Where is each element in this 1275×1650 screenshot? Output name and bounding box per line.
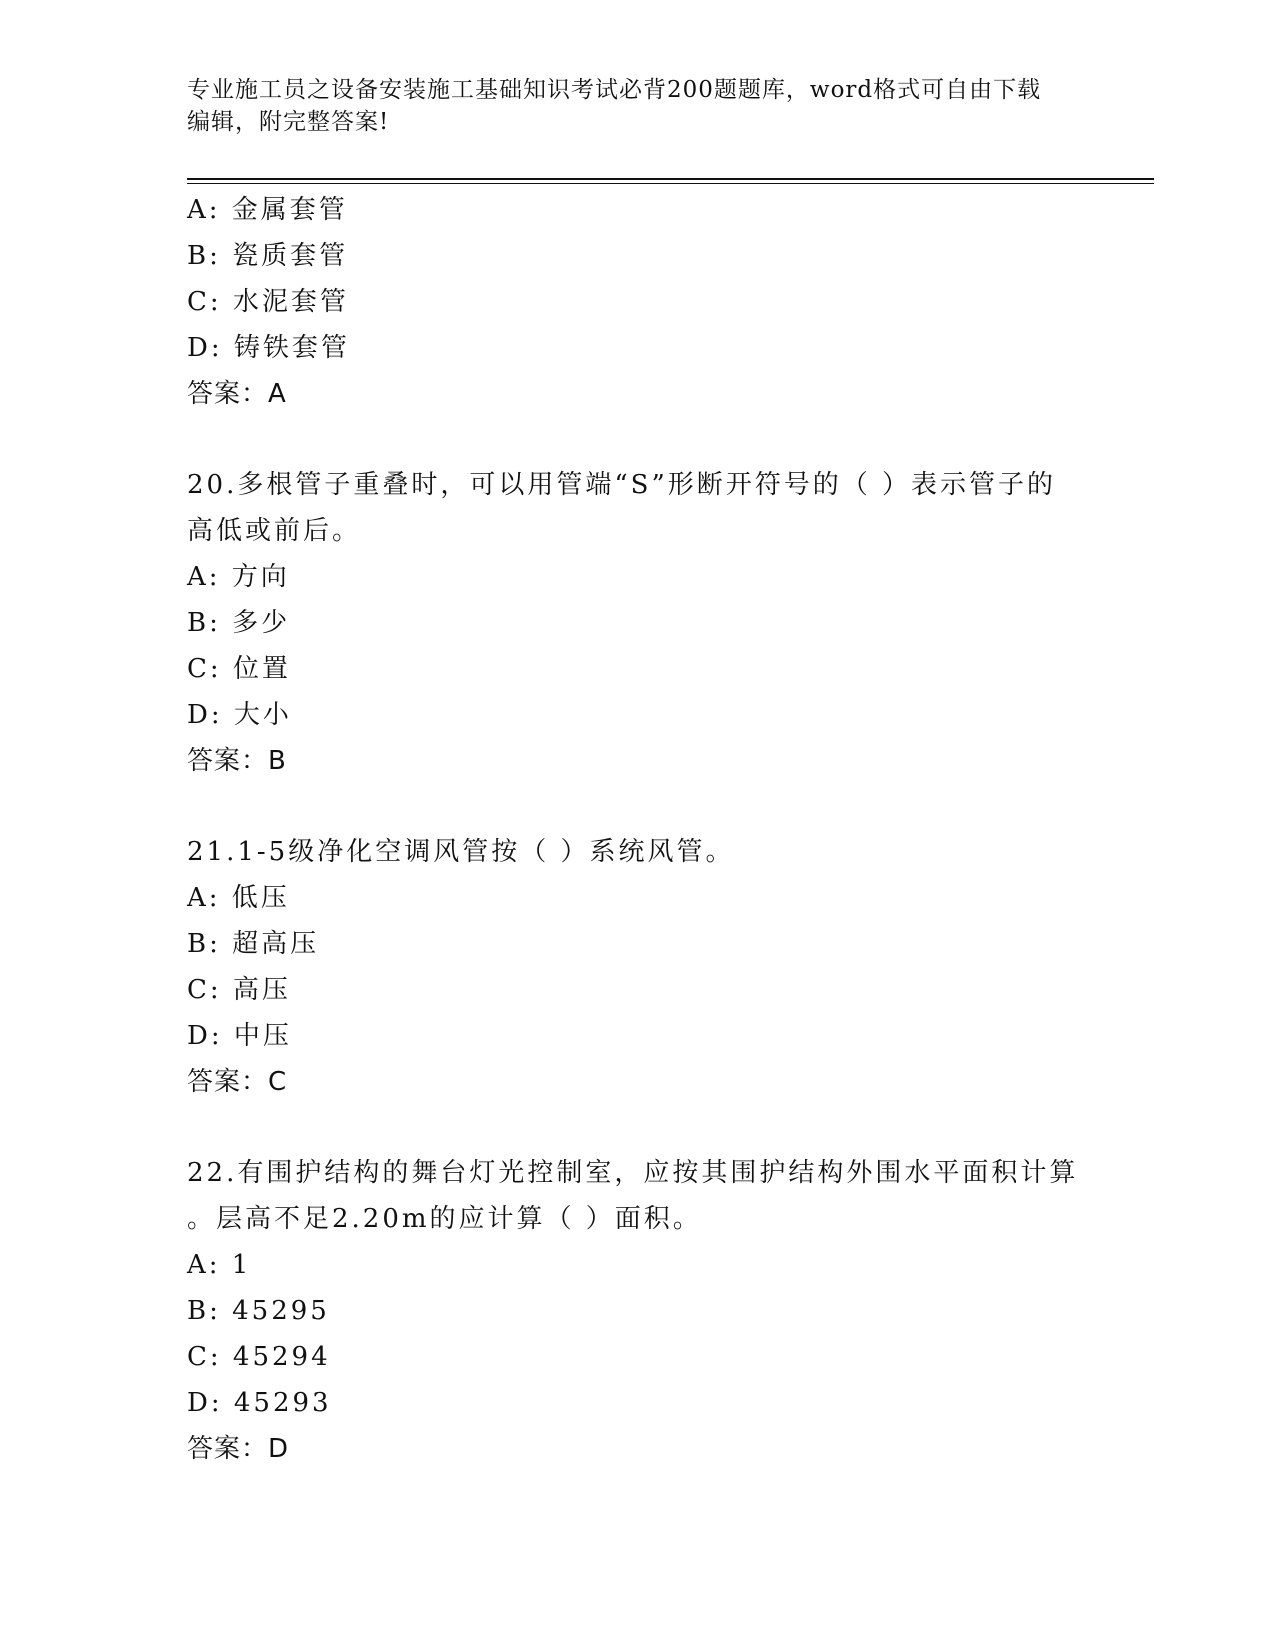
answer-line: 答案：A <box>187 379 287 409</box>
option-a: A: 金属套管 <box>187 195 348 225</box>
option-c: C: 水泥套管 <box>187 287 349 317</box>
option-b: B: 超高压 <box>187 929 320 959</box>
option-b: B: 瓷质套管 <box>187 241 349 271</box>
header-divider-thin <box>187 183 1154 184</box>
question-text-line-2: 高低或前后。 <box>187 516 362 546</box>
document-header <box>187 74 1067 138</box>
header-title-line-1: 专业施工员之设备安装施工基础知识考试必背200题题库，word格式可自由下载 <box>187 77 1042 103</box>
header-title-line-2: 编辑，附完整答案! <box>187 109 390 135</box>
option-c: C: 位置 <box>187 654 291 684</box>
question-20-block <box>187 462 1087 784</box>
question-text-line-1: 22.有围护结构的舞台灯光控制室，应按其围护结构外围水平面积计算 <box>187 1158 1079 1188</box>
option-a: A: 方向 <box>187 562 290 592</box>
option-a: A: 1 <box>187 1250 252 1280</box>
question-text-line-1: 21.1-5级净化空调风管按（ ）系统风管。 <box>187 837 735 867</box>
answer-line: 答案：B <box>187 746 287 776</box>
question-list <box>187 187 1087 1472</box>
option-c: C: 45294 <box>187 1342 331 1372</box>
question-21-block <box>187 829 1087 1105</box>
question-text-line-2: 。层高不足2.20m的应计算（ ）面积。 <box>187 1204 702 1234</box>
question-text-line-1: 20.多根管子重叠时，可以用管端“S”形断开符号的（ ）表示管子的 <box>187 470 1057 500</box>
option-d: D: 铸铁套管 <box>187 333 350 363</box>
option-c: C: 高压 <box>187 975 291 1005</box>
header-divider-thick <box>187 178 1154 180</box>
block-spacer <box>187 784 1087 829</box>
answer-line: 答案：D <box>187 1434 290 1464</box>
option-b: B: 45295 <box>187 1296 330 1326</box>
answer-line: 答案：C <box>187 1067 288 1097</box>
option-a: A: 低压 <box>187 883 290 913</box>
block-spacer <box>187 417 1087 462</box>
option-d: D: 中压 <box>187 1021 292 1051</box>
option-d: D: 45293 <box>187 1388 332 1418</box>
option-d: D: 大小 <box>187 700 292 730</box>
option-b: B: 多少 <box>187 608 291 638</box>
question-22-block <box>187 1150 1087 1472</box>
question-19-block <box>187 187 1087 417</box>
block-spacer <box>187 1105 1087 1150</box>
